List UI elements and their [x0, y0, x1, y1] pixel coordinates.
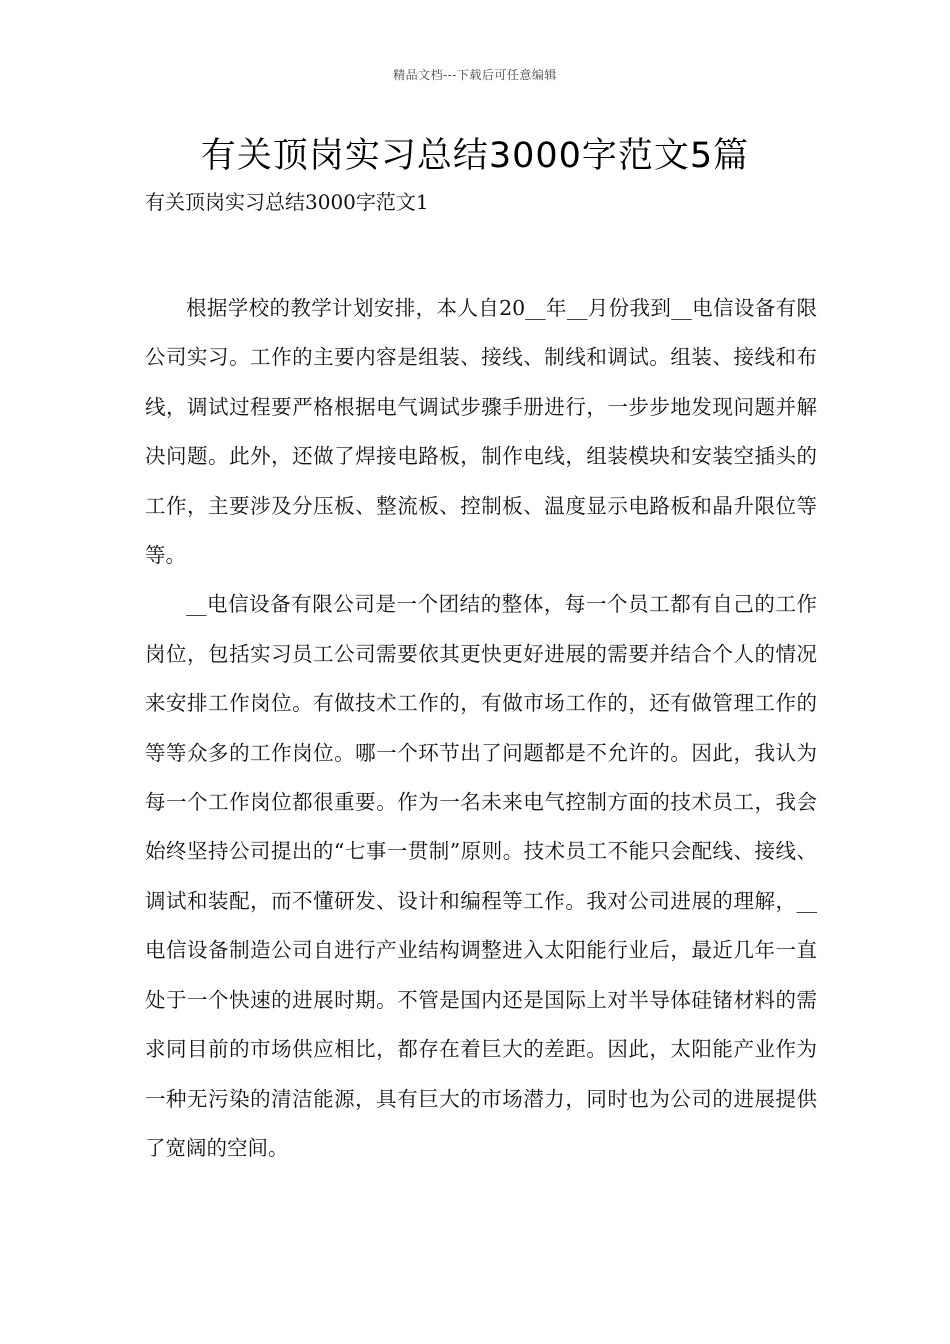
paragraph: __电信设备有限公司是一个团结的整体，每一个员工都有自己的工作岗位，包括实习员工公司需要依其更快更好进展的需要并结合个人的情况来安排工作岗位。有做技术工作的，有做市场工作的，还有做管理工作的等等众多的工作岗位。哪一个环节出了问题都是不允许的。因此，我认为每一个工作岗位都很重要。作为一名未来电气控制方面的技术员工，我会始终坚持公司提出的“七事一贯制”原则。技术员工不能只会配线、接线、调试和装配，而不懂研发、设计和编程等工作。我对公司进展的理解，__电信设备制造公司自进行产业结构调整进入太阳能行业后，最近几年一直处于一个快速的进展时期。不管是国内还是国际上对半导体硅锗材料的需求同目前的市场供应相比，都存在着巨大的差距。因此，太阳能产业作为一种无污染的清洁能源，具有巨大的市场潜力，同时也为公司的进展提供了宽阔的空间。 — [145, 592, 817, 1160]
document-title: 有关顶岗实习总结3000字范文5篇 — [200, 136, 750, 176]
document-body — [145, 284, 817, 1173]
section-subtitle: 有关顶岗实习总结3000字范文1 — [145, 190, 429, 214]
header-note: 精品文档---下载后可任意编辑 — [393, 68, 557, 82]
paragraph: 根据学校的教学计划安排，本人自20__年__月份我到__电信设备有限公司实习。工作的主要内容是组装、接线、制线和调试。组装、接线和布线，调试过程要严格根据电气调试步骤手册进行，一步步地发现问题并解决问题。此外，还做了焊接电路板，制作电线，组装模块和安装空插头的工作，主要涉及分压板、整流板、控制板、温度显示电路板和晶升限位等等。 — [145, 296, 817, 568]
